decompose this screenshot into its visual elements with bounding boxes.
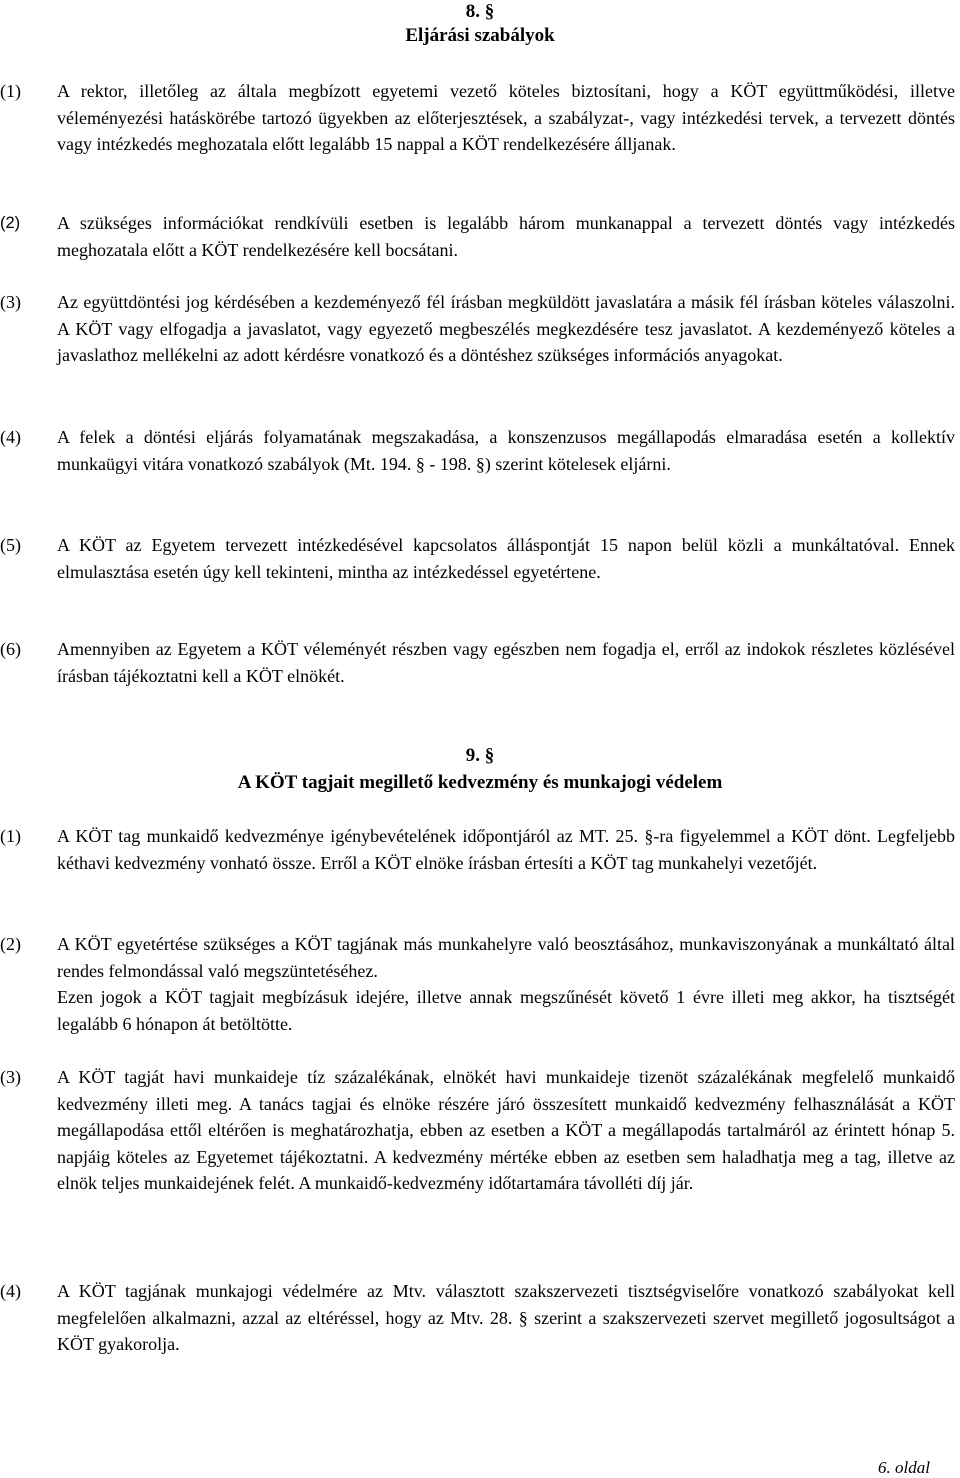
paragraph-text: A KÖT tag munkaidő kedvezménye igénybevételének időpontjáról az MT. 25. §-ra figyelemmel a KÖT dönt. Legfeljebb kéthavi kedvezmény vonható össze. Erről a KÖT elnöke írásban értesíti a KÖT tag munkahelyi vezetőjét. xyxy=(57,826,955,873)
page-number-footer: 6. oldal xyxy=(878,1458,930,1477)
paragraph-number: (2) xyxy=(0,934,21,954)
paragraph-number: (3) xyxy=(0,292,21,312)
paragraph-text: A rektor, illetőleg az általa megbízott egyetemi vezető köteles biztosítani, hogy a KÖT együttműködési, illetve véleményezési hatáskörébe tartozó ügyekben az előterjesztések, a szabályzat-, vagy intézkedési tervek, a tervezett döntés vagy intézkedés meghozatala előtt legalább 15 nappal a KÖT rendelkezésére álljanak. xyxy=(57,81,955,154)
paragraph-text: Az együttdöntési jog kérdésében a kezdeményező fél írásban megküldött javaslatára a másik fél írásban köteles válaszolni. A KÖT vagy elfogadja a javaslatot, vagy egyezető megbeszélés megkezdésére tesz javaslatot. A kezdeményező köteles a javaslathoz mellékelni az adott kérdésre vonatkozó és a döntéshez szükséges információs anyagokat. xyxy=(57,292,955,365)
section-8-paragraph-3 xyxy=(0,289,955,369)
paragraph-text: A KÖT egyetértése szükséges a KÖT tagjának más munkahelyre való beosztásához, munkaviszonyának a munkáltató által rendes felmondással való megszüntetéséhez. xyxy=(57,934,955,981)
paragraph-text: A KÖT tagjának munkajogi védelmére az Mtv. választott szakszervezeti tisztségviselőre vonatkozó szabályokat kell megfelelően alkalmazni, azzal az eltéréssel, hogy az Mtv. 28. § szerint a szakszervezeti szervet megillető jogosultságot a KÖT gyakorolja. xyxy=(57,1281,955,1354)
section-9-paragraph-4 xyxy=(0,1278,955,1358)
section-8-paragraph-4 xyxy=(0,424,955,477)
paragraph-number: (4) xyxy=(0,1281,21,1301)
paragraph-text: A KÖT tagját havi munkaideje tíz százalékának, elnökét havi munkaideje tizenöt százalékának megfelelő munkaidő kedvezmény illeti meg. A tanács tagjai és elnöke részére járó összesített munkaidő kedvezmény felhasználását a KÖT megállapodása ettől eltérően is meghatározhatja, ebben az esetben a KÖT a megállapodás tartalmáról az érintett hónap 5. napjáig köteles az Egyetemet tájékoztatni. A kedvezmény mértéke ebben az esetben sem haladhatja meg a tag, illetve az elnök teljes munkaidejének felét. A munkaidő-kedvezmény időtartamára távolléti díj jár. xyxy=(57,1067,955,1193)
section-8-paragraph-6 xyxy=(0,636,955,689)
paragraph-number: (5) xyxy=(0,535,21,555)
section-8-paragraph-1 xyxy=(0,78,955,158)
section-8-number: 8. § xyxy=(465,1,495,22)
section-8-paragraph-5 xyxy=(0,532,955,585)
paragraph-text-continued: Ezen jogok a KÖT tagjait megbízásuk idejére, illetve annak megszűnését követő 1 évre illeti meg akkor, ha tisztségét legalább 6 hónapon át betöltötte. xyxy=(57,987,955,1034)
paragraph-text: Amennyiben az Egyetem a KÖT véleményét részben vagy egészben nem fogadja el, erről az indokok részletes közlésével írásban tájékoztatni kell a KÖT elnökét. xyxy=(57,639,955,686)
paragraph-text: A felek a döntési eljárás folyamatának megszakadása, a konszenzusos megállapodás elmaradása esetén a kollektív munkaügyi vitára vonatkozó szabályok (Mt. 194. § - 198. §) szerint kötelesek eljárni. xyxy=(57,427,955,474)
section-9-number: 9. § xyxy=(465,745,495,766)
paragraph-number: (1) xyxy=(0,81,21,101)
section-8-title: Eljárási szabályok xyxy=(405,25,555,46)
section-9-paragraph-3 xyxy=(0,1064,955,1197)
paragraph-number: (3) xyxy=(0,1067,21,1087)
paragraph-number: (6) xyxy=(0,639,21,659)
paragraph-text: A szükséges információkat rendkívüli esetben is legalább három munkanappal a tervezett döntés vagy intézkedés meghozatala előtt a KÖT rendelkezésére kell bocsátani. xyxy=(57,213,955,260)
section-8-paragraph-2 xyxy=(0,210,955,263)
paragraph-number: (2) xyxy=(0,214,21,232)
paragraph-text: A KÖT az Egyetem tervezett intézkedésével kapcsolatos álláspontját 15 napon belül közli a munkáltatóval. Ennek elmulasztása esetén úgy kell tekinteni, mintha az intézkedéssel egyetértene. xyxy=(57,535,955,582)
paragraph-number: (1) xyxy=(0,826,21,846)
section-9-paragraph-2 xyxy=(0,931,955,1037)
section-9-paragraph-1 xyxy=(0,823,955,876)
paragraph-number: (4) xyxy=(0,427,21,447)
section-9-title: A KÖT tagjait megillető kedvezmény és munkajogi védelem xyxy=(237,772,723,793)
